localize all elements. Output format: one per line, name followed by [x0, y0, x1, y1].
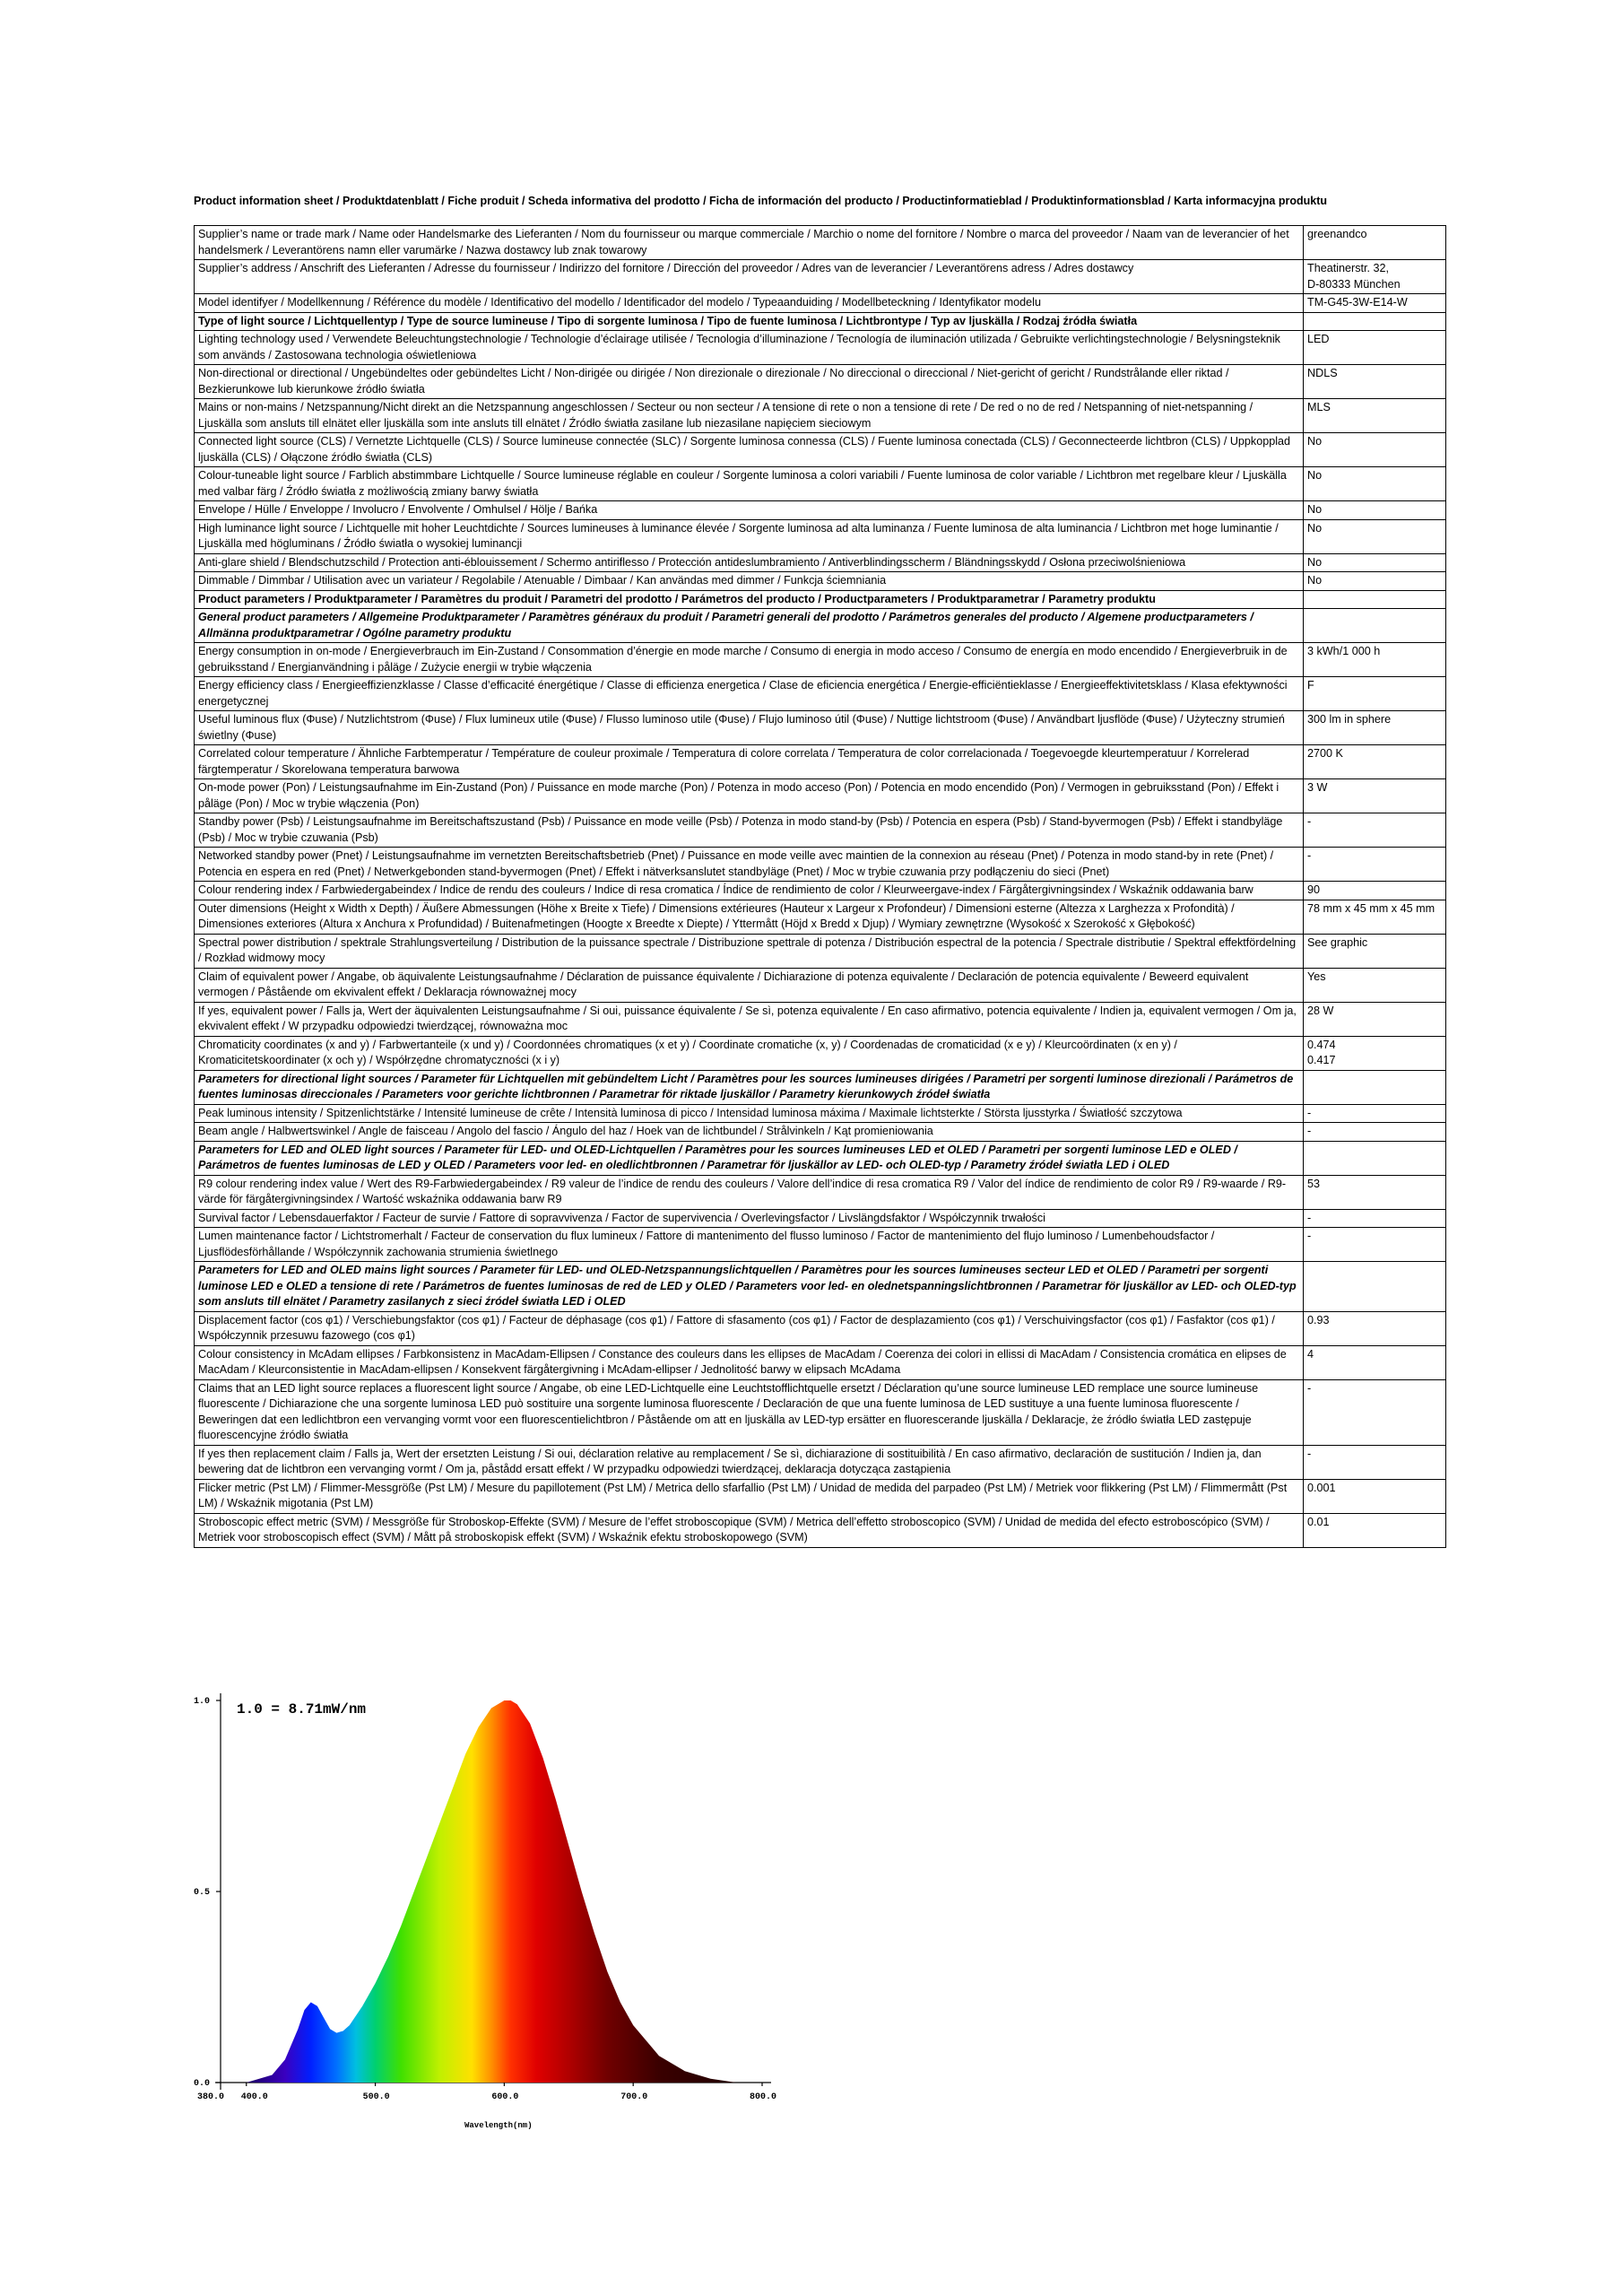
row-value — [1304, 572, 1446, 591]
row-value-line: - — [1307, 1447, 1312, 1460]
row-value-line: D-80333 München — [1307, 277, 1401, 291]
row-value — [1304, 590, 1446, 609]
row-value-line: No — [1307, 503, 1323, 516]
row-label: Model identifyer / Modellkennung / Référence du modèle / Identificativo del modello / Identificador del modelo / Typeaanduiding / Modellbeteckning / Identyfikator modelu — [195, 294, 1304, 313]
row-label: Networked standby power (Pnet) / Leistungsaufnahme im vernetzten Bereitschaftsbetrieb (Pnet) / Puissance en mode veille avec maintien de la connexion au réseau (Pnet) / Potenza in modo stand-by in rete (Pnet) / Potencia en espera en red (Pnet) / Netwerkgebonden stand-byvermogen (Pnet) / Effekt i nätverksanslutet standbyläge (Pnet) / Moc w trybie czuwania przy podłączeniu do sieci (Pnet) — [195, 848, 1304, 882]
row-label: Claims that an LED light source replaces a fluorescent light source / Angabe, ob eine LED-Lichtquelle eine Leuchtstofflichtquelle ersetzt / Déclaration qu’une source lumineuse LED remplace une source lumineuse fluorescente / Dichiarazione che una sorgente luminosa LED può sostituire una sorgente luminosa fluorescente / Declaración de que una fuente luminosa de LED sustituye a una fuente luminosa fluorescente / Beweringen dat een ledlichtbron een vervanging vormt voor een fluorescentielichtbron / Påstående om att en ljuskälla av LED-typ ersätter en fluorescerande ljuskälla / Deklaracje, że źródło światła LED zastępuje fluorescencyjne źródło światła — [195, 1379, 1304, 1445]
row-value-line: No — [1307, 555, 1323, 569]
table-row — [195, 1002, 1446, 1036]
table-row — [195, 467, 1446, 501]
row-label: Spectral power distribution / spektrale Strahlungsverteilung / Distribution de la puissance spectrale / Distribuzione spettrale di potenza / Distribución espectral de la potencia / Spectrale distributie / Spektral effektfördelning / Rozkład widmowy mocy — [195, 934, 1304, 968]
row-label: Envelope / Hülle / Enveloppe / Involucro / Envolvente / Omhulsel / Hölje / Bańka — [195, 501, 1304, 520]
row-label: Parameters for LED and OLED mains light sources / Parameter für LED- und OLED-Netzspannungslichtquellen / Paramètres pour les sources lumineuses secteur LED et OLED / Parametri per sorgenti luminose LED e OLED a tensione di rete / Parámetros de fuentes luminosas de red de LED y OLED / Parameters voor led- en olednetspanningslichtbronnen / Parametrar för ljuskällor av LED- och OLED-typ som ansluts till elnätet / Parametry zasilanych z sieci źródeł światła LED i OLED — [195, 1262, 1304, 1312]
row-value — [1304, 1379, 1446, 1445]
row-value-line: 78 mm x 45 mm x 45 mm — [1307, 901, 1436, 915]
table-row — [195, 813, 1446, 848]
row-value — [1304, 643, 1446, 677]
row-label: Lumen maintenance factor / Lichtstromerhalt / Facteur de conservation du flux lumineux / Fattore di mantenimento del flusso luminoso / Factor de mantenimiento del flujo luminoso / Lumenbehoudsfactor / Ljusflödesförhållande / Współczynnik zachowania strumienia świetlnego — [195, 1228, 1304, 1262]
table-row — [195, 1228, 1446, 1262]
page-title: Product information sheet / Produktdatenblatt / Fiche produit / Scheda informativa del prodotto / Ficha de información del producto / Productinformatieblad / Produktinformationsblad / Karta informacyjna produktu — [194, 195, 1327, 207]
table-row — [195, 572, 1446, 591]
row-value-line: No — [1307, 574, 1323, 587]
y-tick-label: 0.0 — [194, 2079, 211, 2089]
row-value — [1304, 365, 1446, 399]
row-label: Survival factor / Lebensdauerfaktor / Facteur de survie / Fattore di sopravvivenza / Factor de supervivencia / Overlevingsfactor / Livslängdsfaktor / Współczynnik trwałości — [195, 1209, 1304, 1228]
row-label: Outer dimensions (Height x Width x Depth) / Äußere Abmessungen (Höhe x Breite x Tiefe) / Dimensions extérieures (Hauteur x Largeur x Profondeur) / Dimensioni esterne (Altezza x Larghezza x Profondità) / Dimensiones exteriores (Altura x Anchura x Profundidad) / Buitenafmetingen (Hoogte x Breedte x Diepte) / Yttermått (Höjd x Bredd x Djup) / Wymiary zewnętrzne (Wysokość x Szerokość x Głębokość) — [195, 900, 1304, 934]
row-value-line: Theatinerstr. 32, — [1307, 262, 1390, 274]
row-value — [1304, 900, 1446, 934]
row-value-line: 4 — [1307, 1347, 1314, 1361]
row-label: Dimmable / Dimmbar / Utilisation avec un variateur / Regolabile / Atenuable / Dimbaar / Kan användas med dimmer / Funkcja ściemniania — [195, 572, 1304, 591]
row-label: Claim of equivalent power / Angabe, ob äquivalente Leistungsaufnahme / Déclaration de puissance équivalente / Dichiarazione di potenza equivalente / Declaración de potencia equivalente / Beweerd equivalent vermogen / Påstående om ekvivalent effekt / Deklaracja równoważnej mocy — [195, 968, 1304, 1002]
row-value — [1304, 1104, 1446, 1123]
row-label: Mains or non-mains / Netzspannung/Nicht direkt an die Netzspannung angeschlossen / Secteur ou non secteur / A tensione di rete o non a tensione di rete / De red o no de red / Netspanning of niet-netspanning / Ljuskälla som ansluts till elnätet eller ljuskälla som inte ansluts till elnätet / Źródło światła zasilane lub niezasilane napięciem sieciowym — [195, 399, 1304, 433]
row-value — [1304, 848, 1446, 882]
row-label: Non-directional or directional / Ungebündeltes oder gebündeltes Licht / Non-dirigée ou dirigée / Non direzionale o direzionale / No direccional o direccional / Niet-gericht of gericht / Rundstrålande eller riktad / Bezkierunkowe lub kierunkowe źródło światła — [195, 365, 1304, 399]
row-label: Standby power (Psb) / Leistungsaufnahme im Bereitschaftszustand (Psb) / Puissance en mode veille (Psb) / Potenza in modo stand-by (Psb) / Potencia en espera (Psb) / Stand-byvermogen (Psb) / Effekt i standbyläge (Psb) / Moc w trybie czuwania (Psb) — [195, 813, 1304, 848]
row-value-line: 300 lm in sphere — [1307, 713, 1392, 726]
row-label: Anti-glare shield / Blendschutzschild / Protection anti-éblouissement / Schermo antiriflesso / Protección antideslumbramiento / Antiverblindingsscherm / Bländningsskydd / Osłona przeciwolśnieniowa — [195, 553, 1304, 572]
row-value — [1304, 519, 1446, 553]
row-label: If yes then replacement claim / Falls ja, Wert der ersetzten Leistung / Si oui, déclaration relative au remplacement / Se sì, dichiarazione di sostituibilità / En caso afirmativo, declaración de sustitución / Indien ja, dan bewering dat de lichtbron een vervanging vormt / Om ja, påstådd ersatt effekt / W przypadku odpowiedzi twierdzącej, deklaracja dotycząca zastąpienia — [195, 1445, 1304, 1479]
table-row — [195, 934, 1446, 968]
table-row — [195, 590, 1446, 609]
row-label: Colour rendering index / Farbwiedergabeindex / Indice de rendu des couleurs / Indice di resa cromatica / Índice de rendimiento de color / Kleurweergave-index / Färgåtergivningsindex / Wskaźnik oddawania barw — [195, 882, 1304, 900]
row-value-line: Yes — [1307, 970, 1326, 983]
row-value — [1304, 312, 1446, 331]
row-label: Lighting technology used / Verwendete Beleuchtungstechnologie / Technologie d’éclairage utilisée / Tecnologia d’illuminazione / Tecnología de iluminación utilizada / Gebruikte verlichtingstechnologie / Belysningsteknik som används / Zastosowana technologia oświetleniowa — [195, 331, 1304, 365]
row-value-line: greenandco — [1307, 228, 1367, 240]
row-value — [1304, 1036, 1446, 1070]
row-label: Beam angle / Halbwertswinkel / Angle de faisceau / Angolo del fascio / Ángulo del haz / Hoek van de lichtbundel / Strålvinkeln / Kąt promieniowania — [195, 1123, 1304, 1142]
row-value — [1304, 745, 1446, 779]
row-value — [1304, 934, 1446, 968]
row-value — [1304, 882, 1446, 900]
row-value — [1304, 1070, 1446, 1104]
row-value — [1304, 501, 1446, 520]
row-value — [1304, 1345, 1446, 1379]
row-value — [1304, 331, 1446, 365]
table-row — [195, 501, 1446, 520]
table-row — [195, 643, 1446, 677]
x-tick-label: 700.0 — [620, 2092, 648, 2102]
spectral-power-chart — [179, 1686, 825, 2135]
row-value — [1304, 226, 1446, 260]
table-row — [195, 1379, 1446, 1445]
table-row — [195, 968, 1446, 1002]
table-row — [195, 1104, 1446, 1123]
y-tick-label: 0.5 — [194, 1888, 211, 1898]
table-row — [195, 260, 1446, 294]
row-value — [1304, 399, 1446, 433]
row-value-line: - — [1307, 1125, 1312, 1137]
row-value-line: No — [1307, 435, 1323, 448]
table-row — [195, 711, 1446, 745]
table-row — [195, 1262, 1446, 1312]
table-row — [195, 1445, 1446, 1479]
row-label: Colour-tuneable light source / Farblich abstimmbare Lichtquelle / Source lumineuse réglable en couleur / Sorgente luminosa a colori variabili / Fuente luminosa de color variable / Lichtbron met regelbare kleur / Ljuskälla med valbar färg / Źródło światła z możliwością zmiany barwy światła — [195, 467, 1304, 501]
x-axis-label: Wavelength(nm) — [464, 2121, 533, 2130]
table-row — [195, 399, 1446, 433]
row-value — [1304, 467, 1446, 501]
row-label: Parameters for LED and OLED light sources / Parameter für LED- und OLED-Lichtquellen / Paramètres pour les sources lumineuses LED et OLED / Parametri per sorgenti luminose LED e OLED / Parámetros de fuentes luminosas de LED y OLED / Parameters voor led- en oledlichtbronnen / Parametrar för ljuskällor av LED- och OLED-typ / Parametry źródeł światła LED i OLED — [195, 1141, 1304, 1175]
row-value-line: 0.417 — [1307, 1054, 1336, 1066]
row-label: Supplier’s address / Anschrift des Lieferanten / Adresse du fournisseur / Indirizzo del fornitore / Dirección del proveedor / Adres van de leverancier / Leverantörens adress / Adres dostawcy — [195, 260, 1304, 294]
table-row — [195, 312, 1446, 331]
table-row — [195, 553, 1446, 572]
row-value — [1304, 1209, 1446, 1228]
row-label: Displacement factor (cos φ1) / Verschiebungsfaktor (cos φ1) / Facteur de déphasage (cos φ1) / Fattore di sfasamento (cos φ1) / Factor de desplazamiento (cos φ1) / Verschuivingsfactor (cos φ1) / Fasfaktor (cos φ1) / Współczynnik przesuwu fazowego (cos φ1) — [195, 1311, 1304, 1345]
row-label: If yes, equivalent power / Falls ja, Wert der äquivalenten Leistungsaufnahme / Si oui, puissance équivalente / Se sì, potenza equivalente / En caso afirmativo, potencia equivalente / Indien ja, equivalent vermogen / Om ja, ekvivalent effekt / W przypadku odpowiedzi twierdzącej, równoważna moc — [195, 1002, 1304, 1036]
x-tick-label: 600.0 — [491, 2092, 519, 2102]
row-label: Supplier’s name or trade mark / Name oder Handelsmarke des Lieferanten / Nom du fournisseur ou marque commerciale / Marchio o nome del fornitore / Nombre o marca del proveedor / Naam van de leverancier of het handelsmerk / Leverantörens namn eller varumärke / Nazwa dostawcy lub znak towarowy — [195, 226, 1304, 260]
row-value-line: 53 — [1307, 1177, 1321, 1190]
table-row — [195, 1036, 1446, 1070]
table-row — [195, 519, 1446, 553]
row-value — [1304, 1311, 1446, 1345]
row-label: Flicker metric (Pst LM) / Flimmer-Messgröße (Pst LM) / Mesure du papillotement (Pst LM) / Metrica dello sfarfallio (Pst LM) / Unidad de medida del parpadeo (Pst LM) / Metriek voor flikkering (Pst LM) / Flimmermått (Pst LM) / Wskaźnik migotania (Pst LM) — [195, 1479, 1304, 1513]
row-value-line: See graphic — [1307, 935, 1368, 949]
table-row — [195, 848, 1446, 882]
row-value — [1304, 1002, 1446, 1036]
row-value — [1304, 711, 1446, 745]
row-value — [1304, 677, 1446, 711]
row-label: Chromaticity coordinates (x and y) / Farbwertanteile (x und y) / Coordonnées chromatiques (x et y) / Coordinate cromatiche (x, y) / Coordenadas de cromaticidad (x e y) / Kleurcoördinaten (x en y) / Kromaticitetskoordinater (x och y) / Współrzędne chromatyczności (x i y) — [195, 1036, 1304, 1070]
row-value-line: F — [1307, 679, 1314, 691]
row-value-line: 0.93 — [1307, 1313, 1330, 1326]
row-label: General product parameters / Allgemeine Produktparameter / Paramètres généraux du produit / Parametri generali del prodotto / Parámetros generales del producto / Algemene productparameters / Allmänna produktparametrar / Ogólne parametry produktu — [195, 609, 1304, 643]
table-row — [195, 331, 1446, 365]
table-row — [195, 433, 1446, 467]
row-label: High luminance light source / Lichtquelle mit hoher Leuchtdichte / Sources lumineuses à luminance élevée / Sorgente luminosa ad alta luminanza / Fuente luminosa de alta luminancia / Lichtbron met hoge luminantie / Ljuskälla med högluminans / Źródło światła o wysokiej luminancji — [195, 519, 1304, 553]
row-value-line: 90 — [1307, 883, 1321, 896]
row-label: Stroboscopic effect metric (SVM) / Messgröße für Stroboskop-Effekte (SVM) / Mesure de l’effet stroboscopique (SVM) / Metrica dell’effetto stroboscopico (SVM) / Unidad de medida del efecto estroboscópico (SVM) / Metriek voor stroboscopisch effect (SVM) / Mått på stroboskopisk effekt (SVM) / Wskaźnik efektu stroboskopowego (SVM) — [195, 1513, 1304, 1547]
table-row — [195, 900, 1446, 934]
y-tick-label: 1.0 — [194, 1697, 211, 1707]
table-row — [195, 779, 1446, 813]
row-value — [1304, 968, 1446, 1002]
x-tick-label: 400.0 — [240, 2092, 268, 2102]
row-value — [1304, 1262, 1446, 1312]
row-value-line: LED — [1307, 333, 1330, 345]
row-value — [1304, 294, 1446, 313]
row-value — [1304, 1123, 1446, 1142]
row-value — [1304, 1513, 1446, 1547]
row-value-line: MLS — [1307, 401, 1331, 413]
table-row — [195, 294, 1446, 313]
row-value-line: TM-G45-3W-E14-W — [1307, 296, 1408, 309]
table-row — [195, 1070, 1446, 1104]
row-label: Colour consistency in McAdam ellipses / Farbkonsistenz in MacAdam-Ellipsen / Constance des couleurs dans les ellipses de MacAdam / Coerenza dei colori in ellissi di MacAdam / Consistencia cromática en elipses de MacAdam / Kleurconsistentie in MacAdam-ellipsen / Konsekvent färgåtergivning i McAdam-ellipser / Jednolitość barwy w elipsach McAdama — [195, 1345, 1304, 1379]
table-row — [195, 677, 1446, 711]
row-value — [1304, 1479, 1446, 1513]
row-value-line: 0.474 — [1307, 1038, 1336, 1051]
row-label: Correlated colour temperature / Ähnliche Farbtemperatur / Température de couleur proximale / Temperatura di colore correlata / Temperatura de color correlacionada / Toegevoegde kleurtemperatuur / Korrelerad färgtemperatur / Skorelowana temperatura barwowa — [195, 745, 1304, 779]
table-row — [195, 1123, 1446, 1142]
row-value-line: 0.001 — [1307, 1481, 1336, 1494]
table-row — [195, 1311, 1446, 1345]
x-tick-label: 800.0 — [750, 2092, 777, 2102]
table-row — [195, 1345, 1446, 1379]
table-row — [195, 226, 1446, 260]
row-value — [1304, 1141, 1446, 1175]
row-label: Peak luminous intensity / Spitzenlichtstärke / Intensité lumineuse de crête / Intensità luminosa di picco / Intensidad luminosa máxima / Maximale lichtsterkte / Största ljusstyrka / Światłość szczytowa — [195, 1104, 1304, 1123]
product-info-table — [194, 225, 1446, 1548]
table-row — [195, 1209, 1446, 1228]
table-row — [195, 1479, 1446, 1513]
table-row — [195, 882, 1446, 900]
row-value-line: 3 W — [1307, 781, 1328, 794]
chart-title: 1.0 = 8.71mW/nm — [237, 1701, 367, 1718]
row-value-line: - — [1307, 1106, 1312, 1119]
x-tick-label: 380.0 — [197, 2092, 225, 2102]
table-row — [195, 365, 1446, 399]
row-value-line: No — [1307, 469, 1323, 482]
table-row — [195, 1513, 1446, 1547]
row-label: Type of light source / Lichtquellentyp / Type de source lumineuse / Tipo di sorgente luminosa / Tipo de fuente luminosa / Lichtbrontype / Typ av ljuskälla / Rodzaj źródła światła — [195, 312, 1304, 331]
row-value — [1304, 1445, 1446, 1479]
row-value-line: 0.01 — [1307, 1515, 1330, 1528]
row-label: R9 colour rendering index value / Wert des R9-Farbwiedergabeindex / R9 valeur de l’indice de rendu des couleurs / Valore dell’indice di resa cromatica R9 / Valor del índice de rendimiento de color R9 / R9-waarde / R9-värde för färgåtergivningsindex / Wartość wskaźnika oddawania barw R9 — [195, 1175, 1304, 1209]
row-value-line: - — [1307, 1230, 1312, 1242]
row-value-line: - — [1307, 849, 1312, 862]
table-row — [195, 1141, 1446, 1175]
spectrum-area — [247, 1700, 736, 2083]
row-value — [1304, 1175, 1446, 1209]
table-row — [195, 609, 1446, 643]
table-row — [195, 745, 1446, 779]
row-value-line: 28 W — [1307, 1004, 1334, 1017]
row-label: On-mode power (Pon) / Leistungsaufnahme im Ein-Zustand (Pon) / Puissance en mode marche (Pon) / Potenza in modo acceso (Pon) / Potencia en modo encendido (Pon) / Vermogen in gebruiksstand (Pon) / Effekt i påläge (Pon) / Moc w trybie włączenia (Pon) — [195, 779, 1304, 813]
row-value — [1304, 553, 1446, 572]
row-label: Energy efficiency class / Energieeffizienzklasse / Classe d’efficacité énergétique / Classe di efficienza energetica / Clase de eficiencia energética / Energie-efficiëntieklasse / Energieeffektivitetsklass / Klasa efektywności energetycznej — [195, 677, 1304, 711]
row-label: Energy consumption in on-mode / Energieverbrauch im Ein-Zustand / Consommation d’énergie en mode marche / Consumo di energia in modo acceso / Consumo de energía en modo encendido / Energieverbruik in de gebruiksstand / Energianvändning i påläge / Zużycie energii w trybie włączenia — [195, 643, 1304, 677]
row-value-line: 3 kWh/1 000 h — [1307, 645, 1381, 657]
row-label: Product parameters / Produktparameter / Paramètres du produit / Parametri del prodotto / Parámetros del producto / Productparameters / Produktparametrar / Parametry produktu — [195, 590, 1304, 609]
row-value — [1304, 433, 1446, 467]
row-value-line: - — [1307, 1381, 1312, 1395]
row-value — [1304, 260, 1446, 294]
table-row — [195, 1175, 1446, 1209]
row-value-line: No — [1307, 521, 1323, 535]
row-value-line: NDLS — [1307, 367, 1338, 379]
row-value — [1304, 779, 1446, 813]
row-label: Connected light source (CLS) / Vernetzte Lichtquelle (CLS) / Source lumineuse connectée (SLC) / Sorgente luminosa connessa (CLS) / Fuente luminosa conectada (CLS) / Geconnecteerde lichtbron (CLS) / Uppkopplad ljuskälla (CLS) / Ołączone źródło światła (CLS) — [195, 433, 1304, 467]
row-value — [1304, 813, 1446, 848]
row-value-line: 2700 K — [1307, 747, 1343, 760]
row-value — [1304, 609, 1446, 643]
row-value-line: - — [1307, 1211, 1312, 1224]
row-label: Useful luminous flux (Φuse) / Nutzlichtstrom (Φuse) / Flux lumineux utile (Φuse) / Flusso luminoso utile (Φuse) / Flujo luminoso útil (Φuse) / Nuttige lichtstroom (Φuse) / Användbart ljusflöde (Φuse) / Użyteczny strumień świetlny (Φuse) — [195, 711, 1304, 745]
row-value — [1304, 1228, 1446, 1262]
row-value-line: - — [1307, 815, 1312, 828]
row-label: Parameters for directional light sources / Parameter für Lichtquellen mit gebündeltem Licht / Paramètres pour les sources lumineuses dirigées / Parametri per sorgenti luminose direzionali / Parámetros de fuentes luminosas direccionales / Parameters voor gerichte lichtbronnen / Parametrar för riktade ljuskällor / Parametry kierunkowych źródeł światła — [195, 1070, 1304, 1104]
x-tick-label: 500.0 — [362, 2092, 390, 2102]
